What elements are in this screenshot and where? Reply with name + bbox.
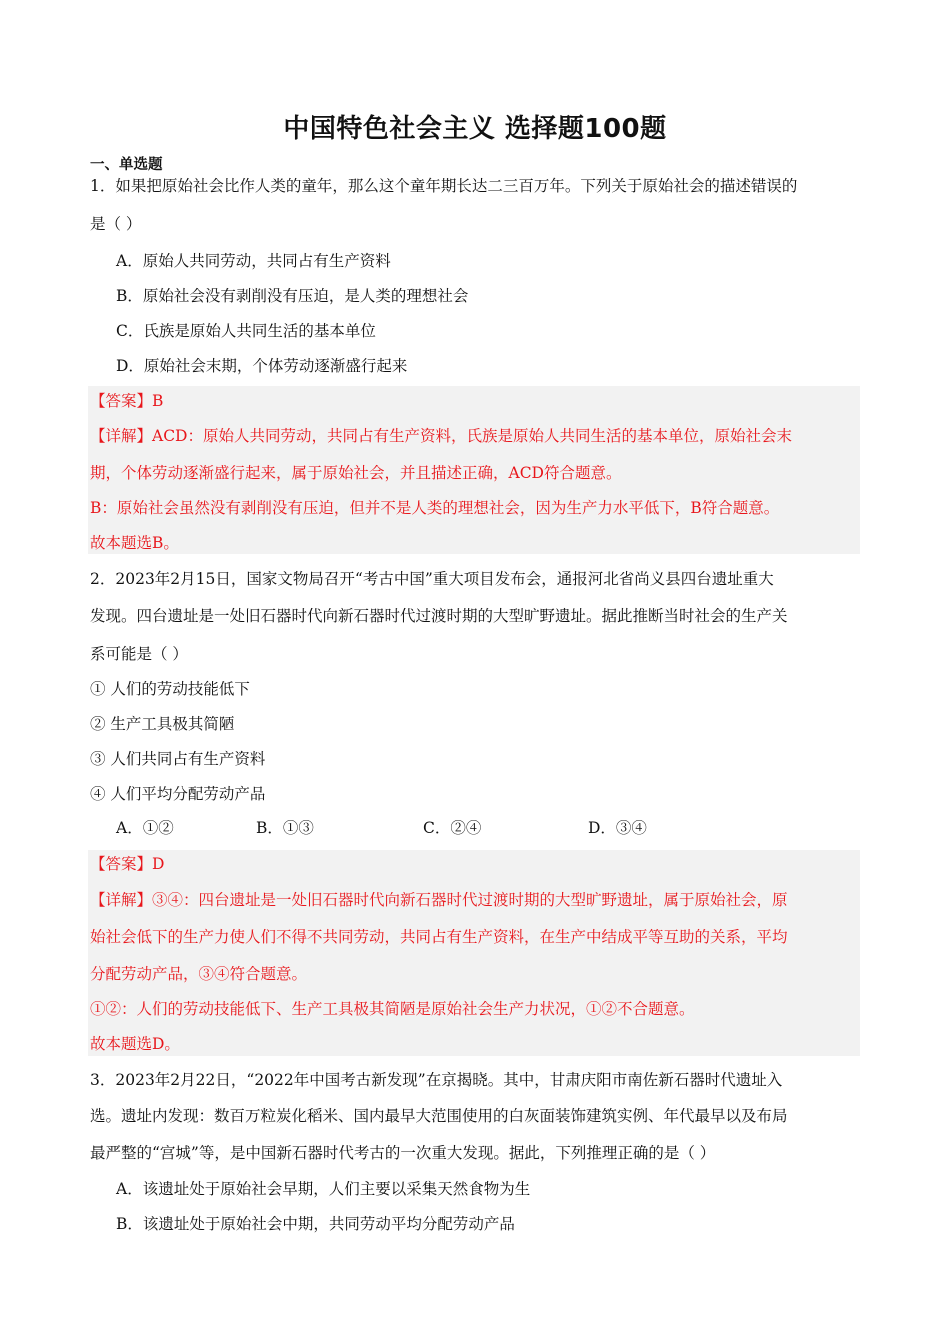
question-2-option-a: A．①② [116,819,174,837]
question-3-stem-line-3: 最严整的“宫城”等，是中国新石器时代考古的一次重大发现。据此，下列推理正确的是（ ） [90,1144,716,1162]
question-1-stem-line-1: 1．如果把原始社会比作人类的童年，那么这个童年期长达二三百万年。下列关于原始社会的描述错误的 [90,177,798,195]
question-2-answer: 【答案】D [90,855,165,873]
question-2-detail-line-2: 始社会低下的生产力使人们不得不共同劳动，共同占有生产资料，在生产中结成平等互助的关系，平均 [90,928,788,946]
question-3-option-a: A．该遗址处于原始社会早期，人们主要以采集天然食物为生 [116,1180,531,1198]
question-1-detail-line-1: 【详解】ACD：原始人共同劳动，共同占有生产资料，氏族是原始人共同生活的基本单位，原始社会末 [90,427,792,445]
question-3-option-b: B．该遗址处于原始社会中期，共同劳动平均分配劳动产品 [116,1215,515,1233]
question-1-detail-line-2: 期，个体劳动逐渐盛行起来，属于原始社会，并且描述正确，ACD符合题意。 [90,464,622,482]
question-2-option-d: D．③④ [588,819,647,837]
document-title: 中国特色社会主义 选择题100题 [283,114,667,144]
question-1-option-b: B．原始社会没有剥削没有压迫，是人类的理想社会 [116,287,469,305]
question-2-detail-line-1: 【详解】③④：四台遗址是一处旧石器时代向新石器时代过渡时期的大型旷野遗址，属于原始社会，原 [90,891,788,909]
question-2-statement-2: ② 生产工具极其简陋 [90,715,235,733]
question-1-detail-line-3: B：原始社会虽然没有剥削没有压迫，但并不是人类的理想社会，因为生产力水平低下，B符合题意。 [90,499,780,517]
question-1-stem-line-2: 是（ ） [90,215,142,233]
question-2-detail-line-5: 故本题选D。 [90,1035,180,1053]
question-2-detail-line-3: 分配劳动产品，③④符合题意。 [90,965,308,983]
question-2-stem-line-3: 系可能是（ ） [90,645,188,663]
section-heading: 一、单选题 [90,157,163,173]
question-3-stem-line-1: 3．2023年2月22日，“2022年中国考古新发现”在京揭晓。其中，甘肃庆阳市南佐新石器时代遗址入 [90,1071,783,1089]
question-2-stem-line-1: 2．2023年2月15日，国家文物局召开“考古中国”重大项目发布会，通报河北省尚义县四台遗址重大 [90,570,774,588]
question-2-statement-4: ④ 人们平均分配劳动产品 [90,785,266,803]
question-1-option-a: A．原始人共同劳动，共同占有生产资料 [116,252,391,270]
question-1-option-d: D．原始社会末期，个体劳动逐渐盛行起来 [116,357,408,375]
question-1-answer: 【答案】B [90,392,164,410]
question-3-stem-line-2: 选。遗址内发现：数百万粒炭化稻米、国内最早大范围使用的白灰面装饰建筑实例、年代最早以及布局 [90,1107,788,1125]
question-2-detail-line-4: ①②：人们的劳动技能低下、生产工具极其简陋是原始社会生产力状况，①②不合题意。 [90,1000,695,1018]
question-1-detail-line-4: 故本题选B。 [90,534,179,552]
question-1-option-c: C．氏族是原始人共同生活的基本单位 [116,322,376,340]
question-2-stem-line-2: 发现。四台遗址是一处旧石器时代向新石器时代过渡时期的大型旷野遗址。据此推断当时社会的生产关 [90,607,788,625]
question-2-option-c: C．②④ [423,819,482,837]
question-2-answer-box [88,850,860,1056]
question-2-statement-1: ① 人们的劳动技能低下 [90,680,250,698]
question-2-option-b: B．①③ [256,819,314,837]
question-2-statement-3: ③ 人们共同占有生产资料 [90,750,266,768]
